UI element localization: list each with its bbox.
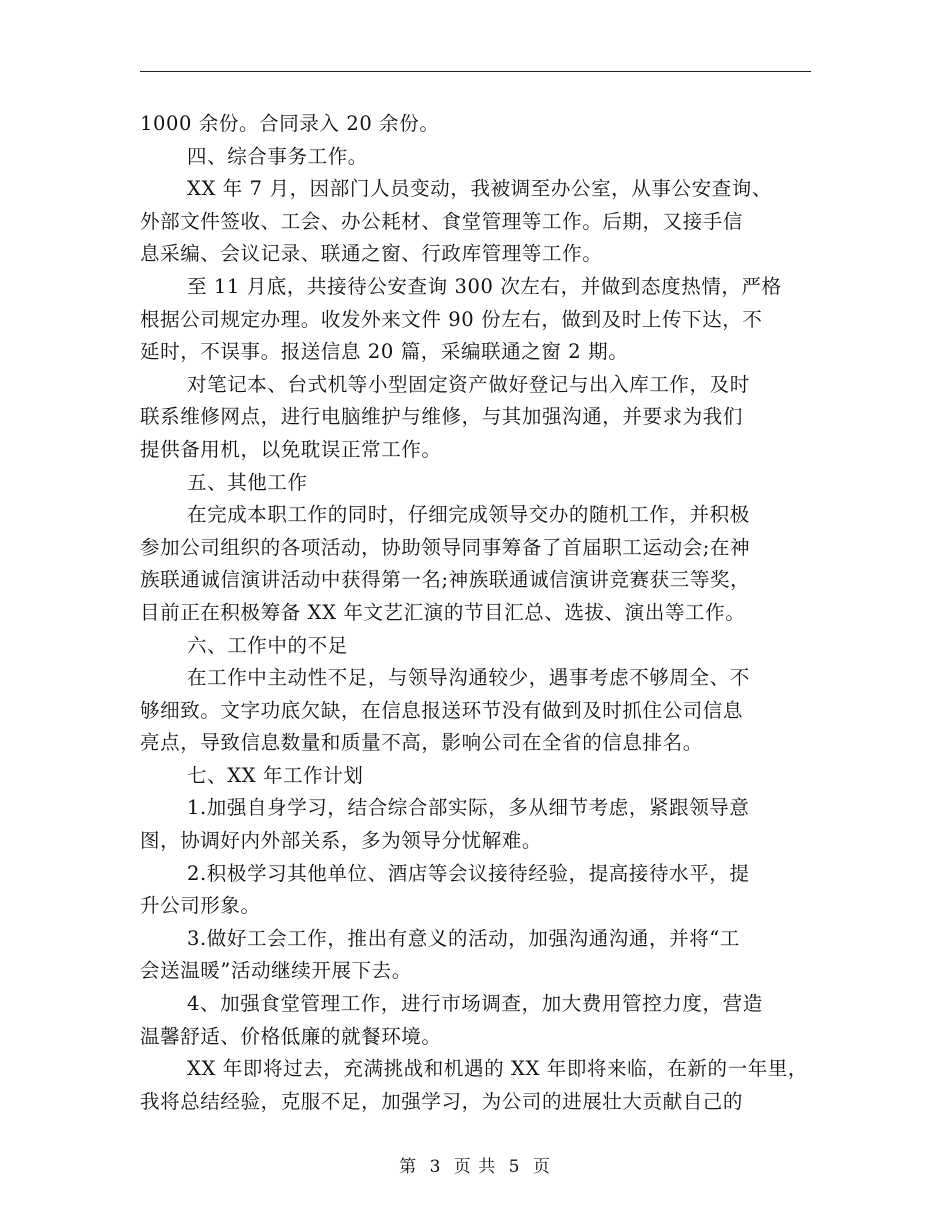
- text-line: 图，协调好内外部关系，多为领导分忧解难。: [140, 829, 543, 853]
- text-line: 五、其他工作: [187, 470, 308, 494]
- text-line: 参加公司组织的各项活动，协助领导同事筹备了首届职工运动会;在神: [140, 535, 751, 559]
- document-body: [140, 108, 825, 1118]
- text-line: 六、工作中的不足: [187, 633, 348, 657]
- total-page-number: 5: [508, 1157, 521, 1177]
- page-footer: [0, 1152, 950, 1177]
- text-line: 3.做好工会工作，推出有意义的活动，加强沟通沟通，并将“工: [187, 926, 740, 950]
- header-rule: [140, 71, 811, 72]
- text-line: 够细致。文字功底欠缺，在信息报送环节没有做到及时抓住公司信息: [140, 698, 744, 722]
- text-line: 2.积极学习其他单位、酒店等会议接待经验，提高接待水平，提: [187, 861, 750, 885]
- text-line: 根据公司规定办理。收发外来文件 90 份左右，做到及时上传下达，不: [140, 307, 763, 331]
- text-line: 在工作中主动性不足，与领导沟通较少，遇事考虑不够周全、不: [187, 666, 750, 690]
- text-line: 升公司形象。: [140, 894, 261, 918]
- text-line: 1000 余份。合同录入 20 余份。: [140, 112, 440, 135]
- text-line: XX 年 7 月，因部门人员变动，我被调至办公室，从事公安查询、: [187, 177, 772, 201]
- text-line: XX 年即将过去，充满挑战和机遇的 XX 年即将来临，在新的一年里，: [187, 1057, 809, 1081]
- text-line: 族联通诚信演讲活动中获得第一名;神族联通诚信演讲竞赛获三等奖，: [140, 568, 751, 592]
- text-line: 至 11 月底，共接待公安查询 300 次左右，并做到态度热情，严格: [187, 274, 782, 298]
- text-line: 温馨舒适、价格低廉的就餐环境。: [140, 1024, 442, 1048]
- text-line: 4、加强食堂管理工作，进行市场调查，加大费用管控力度，营造: [187, 992, 763, 1016]
- text-line: 我将总结经验，克服不足，加强学习，为公司的进展壮大贡献自己的: [140, 1089, 744, 1113]
- text-line: 提供备用机，以免耽误正常工作。: [140, 437, 442, 461]
- text-line: 七、XX 年工作计划: [187, 763, 364, 787]
- footer-prefix: 第: [399, 1157, 418, 1177]
- text-line: 会送温暖”活动继续开展下去。: [140, 959, 412, 983]
- text-line: 在完成本职工作的同时，仔细完成领导交办的随机工作，并积极: [187, 503, 750, 527]
- text-line: 息采编、会议记录、联通之窗、行政库管理等工作。: [140, 242, 603, 266]
- text-line: 四、综合事务工作。: [187, 144, 368, 168]
- current-page-number: 3: [429, 1157, 442, 1177]
- text-line: 对笔记本、台式机等小型固定资产做好登记与出入库工作，及时: [187, 372, 750, 396]
- text-line: 亮点，导致信息数量和质量不高，影响公司在全省的信息排名。: [140, 731, 703, 755]
- text-line: 1.加强自身学习，结合综合部实际，多从细节考虑，紧跟领导意: [187, 796, 750, 820]
- text-line: 联系维修网点，进行电脑维护与维修，与其加强沟通，并要求为我们: [140, 405, 744, 429]
- footer-middle: 页 共: [453, 1157, 497, 1177]
- text-line: 外部文件签收、工会、办公耗材、食堂管理等工作。后期，又接手信: [140, 209, 744, 233]
- text-line: 延时，不误事。报送信息 20 篇，采编联通之窗 2 期。: [140, 340, 629, 364]
- text-line: 目前正在积极筹备 XX 年文艺汇演的节目汇总、选拔、演出等工作。: [140, 600, 746, 624]
- footer-suffix: 页: [532, 1157, 551, 1177]
